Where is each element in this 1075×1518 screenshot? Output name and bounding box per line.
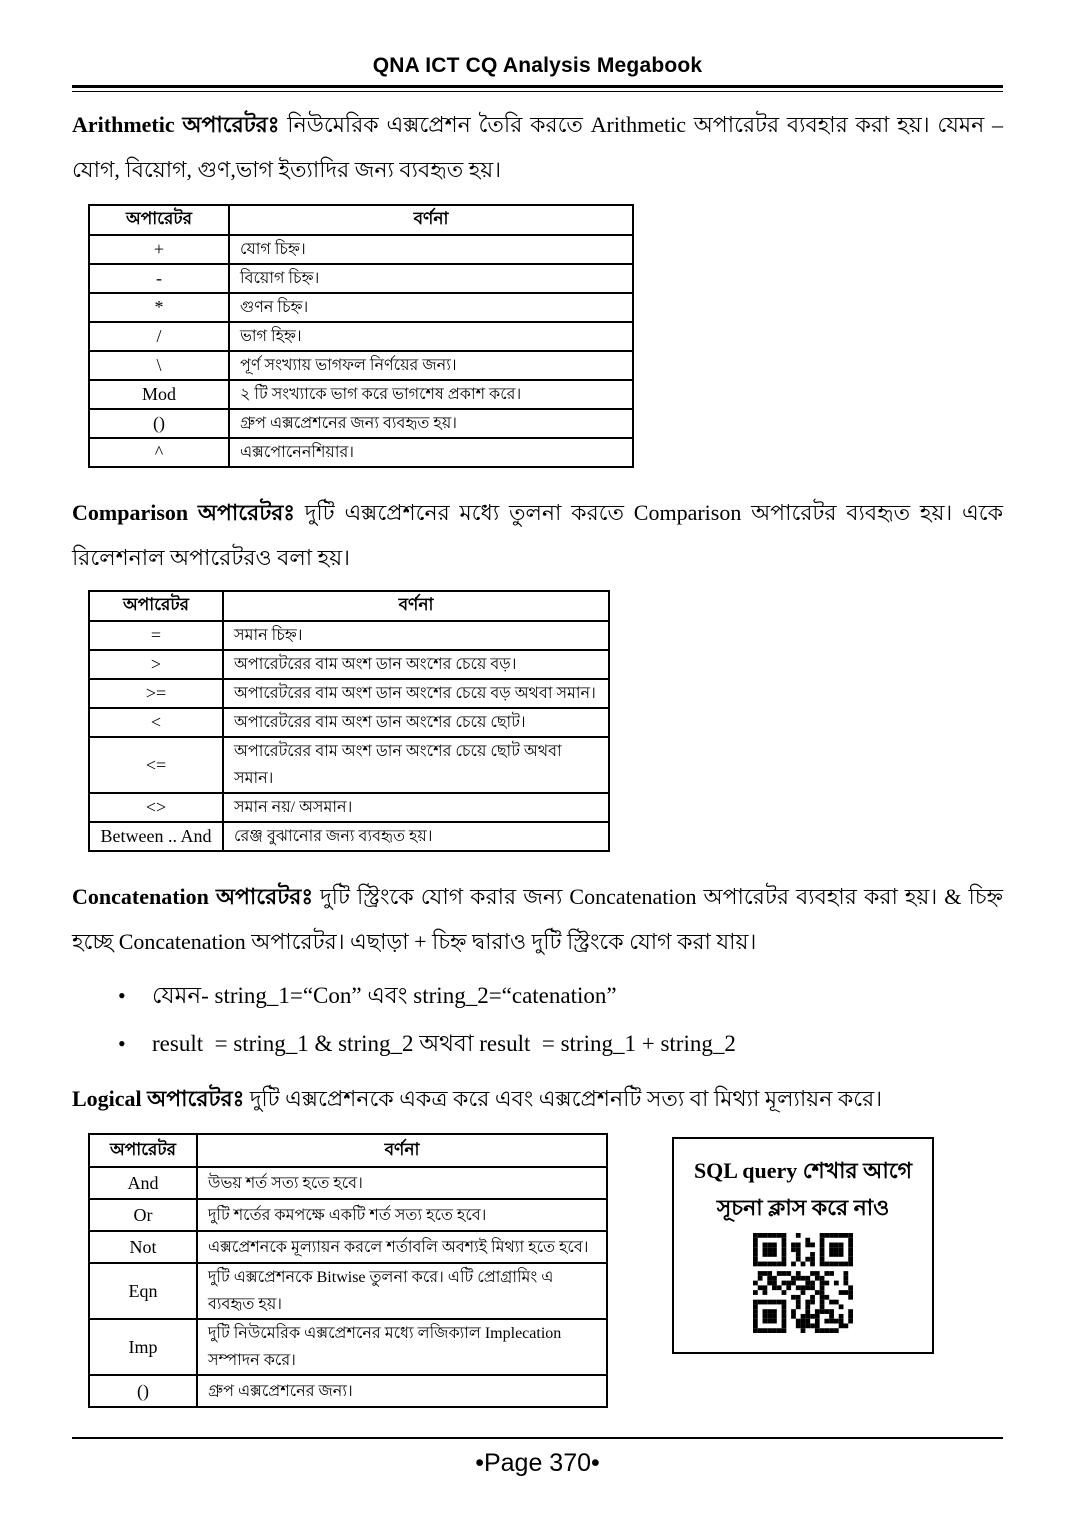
logical-body-text: দুটি এক্সপ্রেশনকে একত্র করে এবং এক্সপ্রেশনটি সত্য বা মিথ্যা মূল্যায়ন করে। (249, 1086, 883, 1111)
description-cell: দুটি এক্সপ্রেশনকে Bitwise তুলনা করে। এটি প্রোগ্রামিং এ ব্যবহৃত হয়। (197, 1263, 607, 1319)
operator-cell: <= (89, 737, 223, 793)
operator-cell: Mod (89, 380, 229, 409)
operator-cell: ^ (89, 438, 229, 467)
table-row (89, 380, 633, 409)
table-row (89, 822, 609, 851)
operator-cell: () (89, 409, 229, 438)
example-string-assignment: যেমন- string_1=“Con” এবং string_2=“catenation” (152, 983, 617, 1008)
description-cell: ভাগ হিহ্ন। (229, 322, 633, 351)
comparison-operators-table (88, 590, 610, 852)
table-header-cell: বর্ণনা (197, 1134, 607, 1167)
operator-cell: - (89, 264, 229, 293)
description-cell: দুটি শর্তের কমপক্ষে একটি শর্ত সত্য হতে হবে। (197, 1199, 607, 1231)
logical-table-and-qr-row (72, 1133, 1003, 1408)
table-header-row (89, 591, 609, 621)
description-cell: বিয়োগ চিহ্ন। (229, 264, 633, 293)
description-cell: গ্রুপ এক্সপ্রেশনের জন্য। (197, 1375, 607, 1407)
comparison-paragraph (72, 490, 1003, 580)
concatenation-lead-word: Concatenation (72, 884, 209, 909)
table-row (89, 1167, 607, 1199)
bullet-icon: • (118, 983, 126, 1008)
logical-operators-table (88, 1133, 608, 1408)
table-row (89, 235, 633, 264)
operator-cell: Or (89, 1199, 197, 1231)
description-cell: গ্রুপ এক্সপ্রেশনের জন্য ব্যবহৃত হয়। (229, 409, 633, 438)
table-row (89, 438, 633, 467)
table-row (89, 322, 633, 351)
description-cell: অপারেটরের বাম অংশ ডান অংশের চেয়ে বড়। (223, 650, 609, 679)
description-cell: উভয় শর্ত সত্য হতে হবে। (197, 1167, 607, 1199)
table-header-cell: অপারেটর (89, 1134, 197, 1167)
arithmetic-lead-word: Arithmetic (72, 112, 175, 137)
description-cell: যোগ চিহ্ন। (229, 235, 633, 264)
operator-cell: / (89, 322, 229, 351)
operator-cell: Not (89, 1231, 197, 1263)
table-row (89, 1375, 607, 1407)
table-header-cell: অপারেটর (89, 205, 229, 235)
logical-paragraph (72, 1076, 1003, 1121)
operator-cell: Imp (89, 1319, 197, 1375)
table-header-cell: অপারেটর (89, 591, 223, 621)
description-cell: গুণন চিহ্ন। (229, 293, 633, 322)
table-row (89, 264, 633, 293)
bullet-icon: • (118, 1031, 126, 1056)
table-header-row (89, 1134, 607, 1167)
description-cell: সমান নয়/ অসমান। (223, 793, 609, 822)
table-header-row (89, 205, 633, 235)
table-row (89, 293, 633, 322)
operator-cell: \ (89, 351, 229, 380)
sql-query-promo-box (672, 1137, 934, 1354)
comparison-lead-word: Comparison (72, 500, 189, 525)
arithmetic-paragraph (72, 102, 1003, 192)
qr-code-icon (753, 1233, 853, 1333)
description-cell: রেঞ্জ বুঝানোর জন্য ব্যবহৃত হয়। (223, 822, 609, 851)
table-header-cell: বর্ণনা (223, 591, 609, 621)
table-row (89, 621, 609, 650)
table-header-cell: বর্ণনা (229, 205, 633, 235)
table-row (89, 351, 633, 380)
operator-cell: >= (89, 679, 223, 708)
arithmetic-operator-label: অপারেটরঃ (182, 112, 280, 137)
list-item (118, 972, 1003, 1020)
table-row (89, 793, 609, 822)
operator-cell: Eqn (89, 1263, 197, 1319)
table-row (89, 679, 609, 708)
page-number: •Page 370• (475, 1449, 600, 1477)
comparison-operator-label: অপারেটরঃ (197, 500, 296, 525)
concatenation-paragraph (72, 874, 1003, 964)
table-row (89, 708, 609, 737)
description-cell: এক্সপোনেনশিয়ার। (229, 438, 633, 467)
operator-cell: And (89, 1167, 197, 1199)
description-cell: অপারেটরের বাম অংশ ডান অংশের চেয়ে বড় অথবা সমান। (223, 679, 609, 708)
operator-cell: + (89, 235, 229, 264)
arithmetic-body-text: নিউমেরিক এক্সপ্রেশন তৈরি করতে Arithmetic অপারেটর ব্যবহার করা হয়। যেমন – যোগ, বিয়োগ, গুণ,ভাগ ইত্যাদির জন্য ব্যবহৃত হয়। (72, 112, 1004, 182)
comparison-body-text: দুটি এক্সপ্রেশনের মধ্যে তুলনা করতে Comparison অপারেটর ব্যবহৃত হয়। একে রিলেশনাল অপারেটরও বলা হয়। (72, 500, 1004, 570)
header-divider-rule (72, 85, 1003, 92)
table-row (89, 1319, 607, 1375)
qr-promo-line2: সূচনা ক্লাস করে নাও (716, 1195, 890, 1220)
logical-operator-label: অপারেটরঃ (147, 1086, 245, 1111)
concatenation-examples-list (118, 972, 1003, 1068)
description-cell: অপারেটরের বাম অংশ ডান অংশের চেয়ে ছোট। (223, 708, 609, 737)
table-row (89, 737, 609, 793)
operator-cell: <> (89, 793, 223, 822)
operator-cell: () (89, 1375, 197, 1407)
operator-cell: * (89, 293, 229, 322)
logical-lead-word: Logical (72, 1086, 142, 1111)
description-cell: দুটি নিউমেরিক এক্সপ্রেশনের মধ্যে লজিক্যাল Implecation সম্পাদন করে। (197, 1319, 607, 1375)
description-cell: সমান চিহ্ন। (223, 621, 609, 650)
table-row (89, 409, 633, 438)
description-cell: ২ টি সংখ্যাকে ভাগ করে ভাগশেষ প্রকাশ করে। (229, 380, 633, 409)
arithmetic-operators-table (88, 204, 634, 468)
table-row (89, 1263, 607, 1319)
page-footer (72, 1437, 1003, 1478)
qr-promo-line1: SQL query শেখার আগে (693, 1158, 913, 1183)
operator-cell: Between .. And (89, 822, 223, 851)
operator-cell: > (89, 650, 223, 679)
operator-cell: < (89, 708, 223, 737)
list-item (118, 1020, 1003, 1068)
book-title: QNA ICT CQ Analysis Megabook (372, 54, 703, 77)
description-cell: অপারেটরের বাম অংশ ডান অংশের চেয়ে ছোট অথবা সমান। (223, 737, 609, 793)
concatenation-body-text: দুটি স্ট্রিংকে যোগ করার জন্য Concatenation অপারেটর ব্যবহার করা হয়। & চিহ্ন হচ্ছে Concatenation অপারেটর। এছাড়া + চিহ্ন দ্বারাও দুটি স্ট্রিংকে যোগ করা যায়। (72, 884, 1003, 954)
operator-cell: = (89, 621, 223, 650)
concatenation-operator-label: অপারেটরঃ (215, 884, 314, 909)
table-row (89, 650, 609, 679)
table-row (89, 1231, 607, 1263)
table-row (89, 1199, 607, 1231)
description-cell: এক্সপ্রেশনকে মূল্যায়ন করলে শর্তাবলি অবশ্যই মিথ্যা হতে হবে। (197, 1231, 607, 1263)
example-result-expression: result = string_1 & string_2 অথবা result = string_1 + string_2 (152, 1031, 736, 1056)
description-cell: পূর্ণ সংখ্যায় ভাগফল নির্ণয়ের জন্য। (229, 351, 633, 380)
